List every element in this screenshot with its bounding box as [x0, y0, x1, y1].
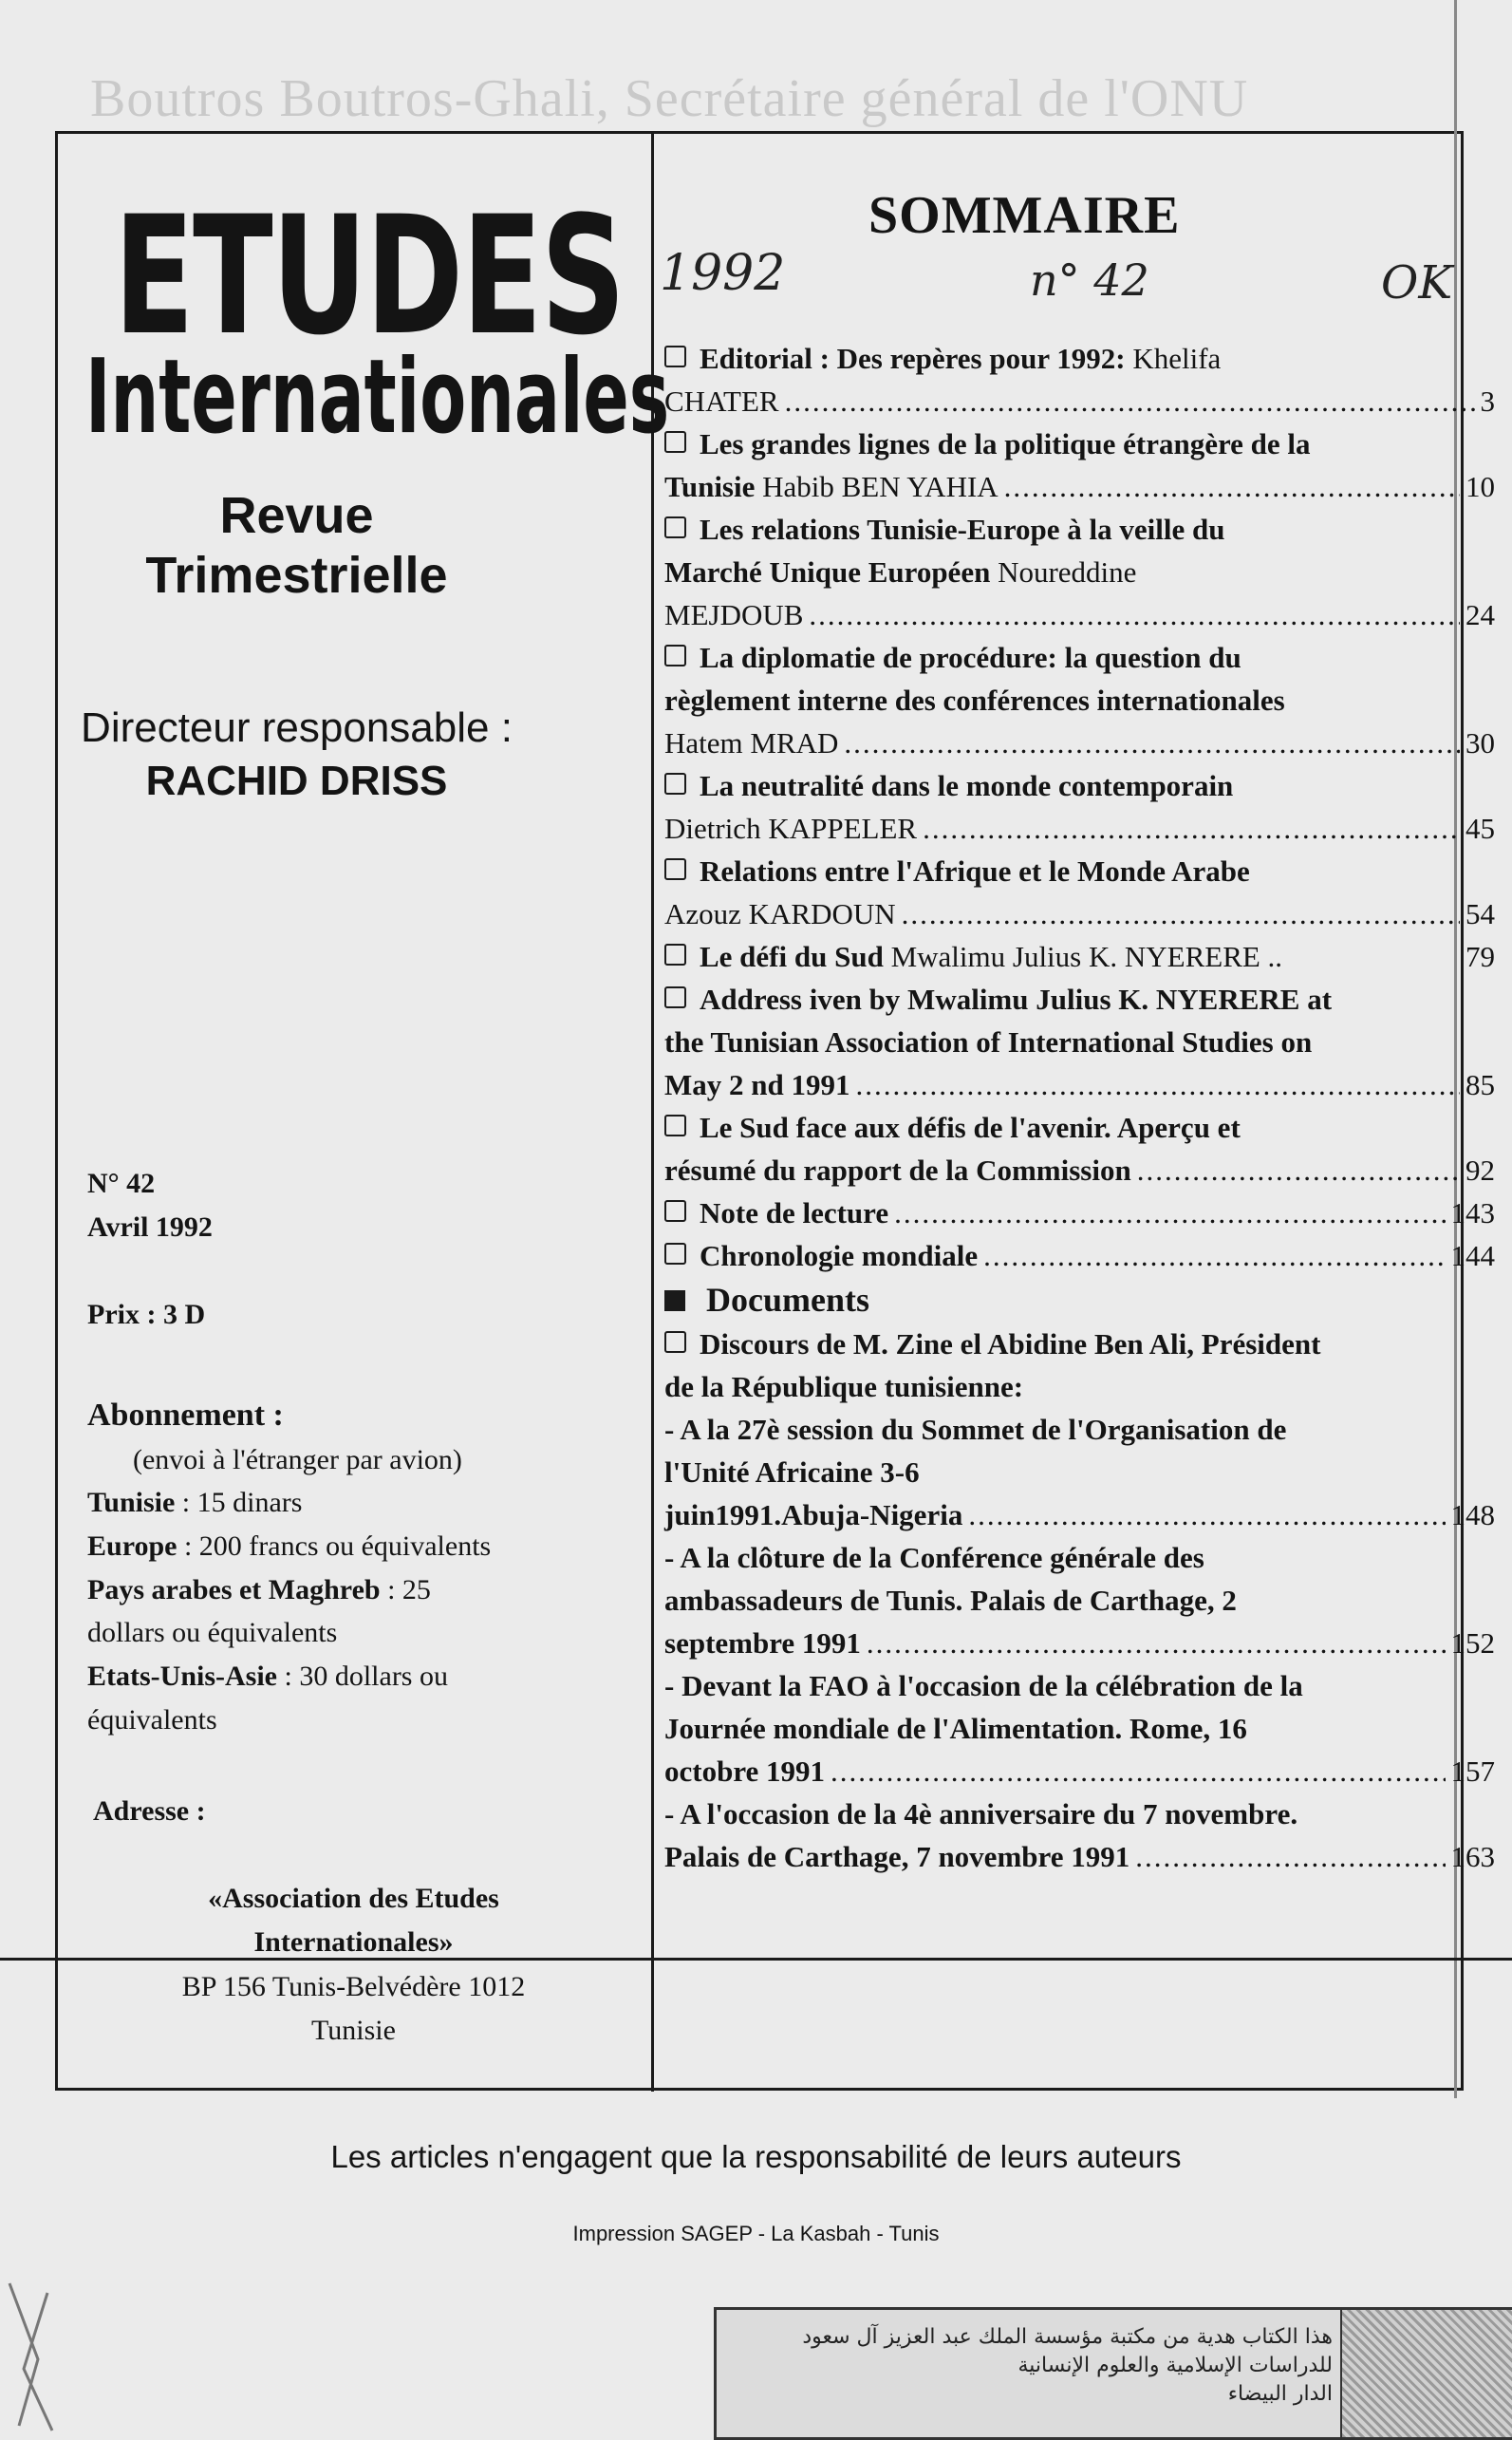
disclaimer: Les articles n'engagent que la responsabilité de leurs auteurs — [330, 2139, 1182, 2174]
toc-page: 152 — [1450, 1626, 1495, 1660]
toc-heading: SOMMAIRE — [868, 186, 1181, 245]
masthead-title-etudes: ETUDES — [114, 180, 625, 371]
toc-entry[interactable]: Address iven by Mwalimu Julius K. NYERERE at the Tunisian Association of International Studies on May 2 nd 1991 ..... 85 — [664, 978, 1495, 1106]
toc-speech[interactable]: - A l'occasion de la 4è anniversaire du 7 novembre. Palais de Carthage, 7 novembre 1991 ..... 163 — [664, 1792, 1495, 1878]
toc-entry[interactable]: Les grandes lignes de la politique étrangère de la Tunisie Habib BEN YAHIA ..... 10 — [664, 422, 1495, 508]
toc-entry[interactable]: La diplomatie de procédure: la question du règlement interne des conférences internationales Hatem MRAD ..... 30 — [664, 636, 1495, 764]
speech-title: Discours de M. Zine el Abidine Ben Ali, Président de la République tunisienne: — [664, 1327, 1321, 1403]
subtitle-revue: Revue — [219, 487, 374, 544]
checkbox-icon — [664, 1115, 686, 1136]
toc-entry[interactable]: La neutralité dans le monde contemporain Dietrich KAPPELER ..... 45 — [664, 764, 1495, 850]
issue-price: Prix : 3 D — [87, 1299, 206, 1330]
toc-entries — [664, 337, 1495, 1878]
subscription-rate: Europe : 200 francs ou équivalents — [87, 1530, 492, 1562]
subscription-heading: Abonnement : — [87, 1398, 284, 1433]
stamp-text: هذا الكتاب هدية من مكتبة مؤسسة الملك عبد العزيز آل سعود للدراسات الإسلامية والعلوم الإنسانية الدار البيضاء — [802, 2325, 1333, 2406]
subscription-note: (envoi à l'étranger par avion) — [133, 1444, 462, 1475]
toc-page: 143 — [1450, 1196, 1495, 1229]
subscription-rate: Etats-Unis-Asie : 30 dollars ou — [87, 1661, 448, 1692]
toc-entry[interactable]: Relations entre l'Afrique et le Monde Arabe Azouz KARDOUN ..... 54 — [664, 850, 1495, 935]
printer-credit: Impression SAGEP - La Kasbah - Tunis — [572, 2222, 940, 2245]
documents-heading: Documents — [664, 1277, 1495, 1323]
toc-speech[interactable]: - Devant la FAO à l'occasion de la célébration de la Journée mondiale de l'Alimentation. Rome, 16 octobre 1991 ..... 157 — [664, 1664, 1495, 1792]
toc-entry[interactable]: Editorial : Des repères pour 1992: Khelifa CHATER ..... 3 — [664, 337, 1495, 422]
toc-page: 3 — [1480, 385, 1495, 418]
toc-speech[interactable]: - A la clôture de la Conférence générale des ambassadeurs de Tunis. Palais de Carthage, 2 septembre 1991 ..... 152 — [664, 1536, 1495, 1664]
subscription-rate: Pays arabes et Maghreb : 25 — [87, 1574, 431, 1605]
toc-page: 85 — [1465, 1068, 1495, 1101]
address-label: Adresse : — [93, 1795, 206, 1827]
toc-page: 157 — [1450, 1755, 1495, 1788]
toc-page: 30 — [1465, 726, 1495, 760]
library-stamp — [714, 2307, 1512, 2440]
toc-entry[interactable]: Le Sud face aux défis de l'avenir. Aperçu et résumé du rapport de la Commission ..... 92 — [664, 1106, 1495, 1192]
handwritten-ok: OK — [1381, 256, 1453, 310]
checkbox-icon — [664, 1200, 686, 1222]
toc-page: 10 — [1465, 470, 1495, 503]
checkbox-icon — [664, 1243, 686, 1265]
checkbox-icon — [664, 516, 686, 538]
address-line: «Association des Etudes — [208, 1883, 499, 1914]
director-name: RACHID DRISS — [145, 758, 448, 804]
handwritten-year: 1992 — [660, 245, 786, 302]
address-line: Internationales» — [253, 1926, 454, 1958]
toc-page: 148 — [1450, 1498, 1495, 1531]
toc-entry[interactable]: Le défi du Sud Mwalimu Julius K. NYERERE .. 79 — [664, 935, 1495, 978]
toc-page: 45 — [1465, 812, 1495, 845]
toc-page: 79 — [1465, 940, 1495, 973]
bleed-through-header: Boutros Boutros-Ghali, Secrétaire général de l'ONU — [90, 69, 1249, 128]
checkbox-icon — [664, 1331, 686, 1353]
toc-page: 24 — [1465, 598, 1495, 631]
scribble-mark — [0, 2274, 76, 2435]
checkbox-icon — [664, 986, 686, 1008]
filled-square-icon — [664, 1290, 685, 1311]
checkbox-icon — [664, 431, 686, 453]
toc-entry[interactable]: Chronologie mondiale ..... 144 — [664, 1234, 1495, 1277]
toc-page: 92 — [1465, 1154, 1495, 1187]
checkbox-icon — [664, 645, 686, 666]
issue-number: N° 42 — [87, 1168, 156, 1199]
toc-entry[interactable]: Note de lecture ..... 143 — [664, 1192, 1495, 1234]
checkbox-icon — [664, 858, 686, 880]
toc-speech[interactable]: - A la 27è session du Sommet de l'Organisation de l'Unité Africaine 3-6 juin1991.Abuja-Nigeria ..... 148 — [664, 1408, 1495, 1536]
checkbox-icon — [664, 773, 686, 795]
director-label: Directeur responsable : — [81, 704, 513, 751]
toc-entry[interactable]: Les relations Tunisie-Europe à la veille du Marché Unique Européen Noureddine MEJDOUB ..... 24 — [664, 508, 1495, 636]
toc-page: 163 — [1450, 1840, 1495, 1873]
checkbox-icon — [664, 944, 686, 966]
masthead-title-internationales: Internationales — [85, 338, 670, 457]
subscription-rate: Tunisie : 15 dinars — [87, 1487, 303, 1518]
handwritten-issue: n° 42 — [1030, 254, 1149, 306]
address-line: Tunisie — [311, 2015, 396, 2046]
issue-date: Avril 1992 — [87, 1211, 213, 1243]
subtitle-trimestrielle: Trimestrielle — [145, 547, 448, 604]
checkbox-icon — [664, 346, 686, 367]
subscription-rate: équivalents — [87, 1704, 217, 1736]
stamp-emblem — [1340, 2310, 1512, 2437]
subscription-rate: dollars ou équivalents — [87, 1617, 338, 1648]
toc-page: 144 — [1450, 1239, 1495, 1272]
toc-page: 54 — [1465, 897, 1495, 930]
address-line: BP 156 Tunis-Belvédère 1012 — [181, 1971, 526, 2002]
